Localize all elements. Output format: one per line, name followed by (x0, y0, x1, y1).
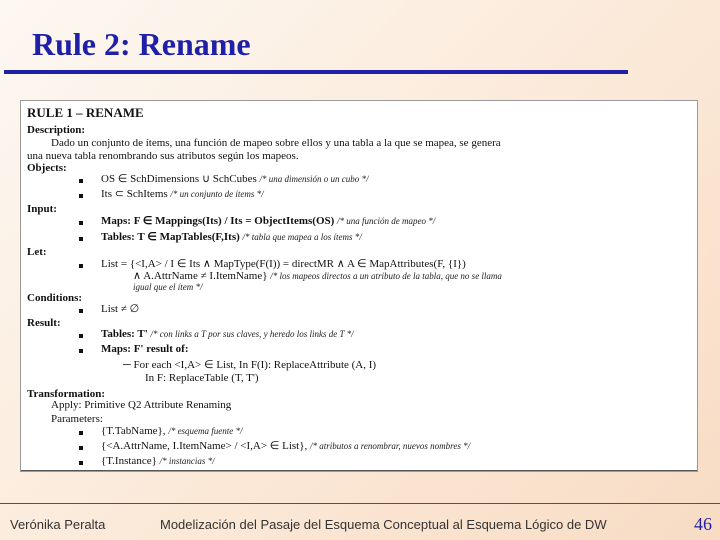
transformation-parameters: Parameters: (51, 413, 103, 425)
input-2-comment: /* tabla que mapea a los ítems */ (242, 232, 362, 242)
page-number: 46 (694, 514, 712, 534)
parameter-1 (101, 425, 243, 438)
footer-divider (0, 503, 720, 504)
transformation-label: Transformation: (27, 388, 106, 400)
parameter-3-comment: /* instancias */ (159, 456, 215, 466)
object-2 (101, 188, 264, 201)
result-4: In F: ReplaceTable (T, T') (145, 372, 259, 384)
parameter-3-code: {T.Instance} (101, 455, 157, 467)
input-2 (101, 231, 362, 244)
result-2: Maps: F' result of: (101, 343, 189, 355)
rule-content (27, 104, 695, 467)
object-1 (101, 173, 369, 186)
input-2-code: Tables: T ∈ MapTables(F,Its) (101, 231, 240, 243)
description-line-1: Dado un conjunto de ítems, una función de mapeo sobre ellos y una tabla a la que se mapea, se genera (51, 137, 501, 149)
result-label: Result: (27, 317, 61, 329)
title-underline (4, 70, 628, 74)
let-line-2-comment: /* los mapeos directos a un atributo de la tabla, que no se llama (270, 271, 502, 281)
transformation-apply: Apply: Primitive Q2 Attribute Renaming (51, 399, 232, 411)
input-1-code: Maps: F ∈ Mappings(Its) / Its = ObjectItems(OS) (101, 215, 335, 227)
object-2-comment: /* un conjunto de ítems */ (170, 189, 264, 199)
condition-1: List ≠ ∅ (101, 303, 140, 315)
footer-author: Verónika Peralta (10, 517, 106, 532)
parameter-1-comment: /* esquema fuente */ (168, 426, 243, 436)
conditions-label: Conditions: (27, 292, 83, 304)
footer-course-title: Modelización del Pasaje del Esquema Conceptual al Esquema Lógico de DW (160, 517, 607, 532)
parameter-2-comment: /* atributos a renombrar, nuevos nombres */ (310, 441, 471, 451)
bullet (79, 349, 83, 353)
rule-heading: RULE 1 – RENAME (27, 105, 144, 120)
input-1-comment: /* una función de mapeo */ (337, 216, 436, 226)
bullet (79, 179, 83, 183)
let-line-3: igual que el ítem */ (133, 282, 203, 292)
bullet (79, 431, 83, 435)
parameter-2-code: {<A.AttrName, I.ItemName> / <I,A> ∈ List}, (101, 440, 308, 452)
bullet (79, 194, 83, 198)
bullet (79, 446, 83, 450)
bullet (79, 221, 83, 225)
result-1 (101, 328, 354, 341)
result-1-comment: /* con links a T por sus claves, y heredo los links de T */ (150, 329, 354, 339)
object-1-code: OS ∈ SchDimensions ∪ SchCubes (101, 173, 257, 185)
bullet (79, 264, 83, 268)
parameter-3 (101, 455, 215, 468)
object-2-code: Its ⊂ SchItems (101, 188, 168, 200)
bullet (79, 334, 83, 338)
rule-figure (20, 100, 698, 472)
let-line-1: List = {<I,A> / I ∈ Its ∧ MapType(F(I)) = directMR ∧ A ∈ MapAttributes(F, {I}) (101, 258, 466, 270)
description-line-2: una nueva tabla renombrando sus atributos según los mapeos. (27, 150, 299, 162)
result-1-code: Tables: T' (101, 328, 148, 340)
slide-title: Rule 2: Rename (32, 26, 251, 62)
bullet (79, 237, 83, 241)
result-3: ─ For each <I,A> ∈ List, In F(I): ReplaceAttribute (A, I) (123, 359, 377, 371)
objects-label: Objects: (27, 162, 67, 174)
let-label: Let: (27, 246, 47, 258)
bullet (79, 461, 83, 465)
bullet (79, 309, 83, 313)
parameter-2 (101, 440, 470, 453)
input-1 (101, 215, 435, 228)
object-1-comment: /* una dimensión o un cubo */ (259, 174, 369, 184)
description-label: Description: (27, 124, 86, 136)
input-label: Input: (27, 203, 57, 215)
figure-bottom-border (21, 470, 697, 471)
let-line-2-code: ∧ A.AttrName ≠ I.ItemName} (133, 270, 268, 282)
parameter-1-code: {T.TabName}, (101, 425, 166, 437)
